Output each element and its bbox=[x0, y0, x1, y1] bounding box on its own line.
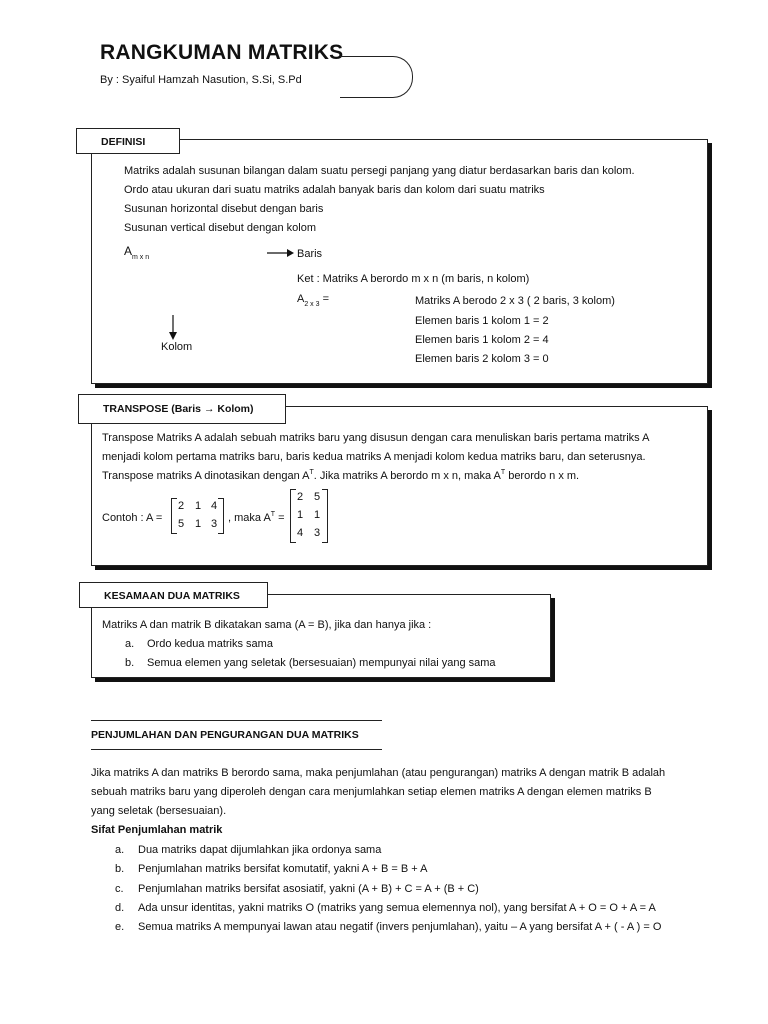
page-title: RANGKUMAN MATRIKS bbox=[100, 41, 344, 64]
matrix-a-cell: 1 bbox=[195, 500, 202, 512]
kesamaan-item-marker: b. bbox=[125, 657, 135, 669]
sifat-text: Penjumlahan matriks bersifat komutatif, yakni A + B = B + A bbox=[138, 863, 428, 875]
transpose-line-1: Transpose Matriks A adalah sebuah matriks baru yang disusun dengan cara menuliskan baris pertama matriks A bbox=[102, 432, 650, 444]
sifat-marker: b. bbox=[115, 863, 125, 875]
matrix-a-cell: 3 bbox=[211, 518, 218, 530]
definisi-line-4: Susunan vertical disebut dengan kolom bbox=[124, 222, 317, 234]
matrix-at-cell: 2 bbox=[297, 491, 304, 503]
kesamaan-item-text: Semua elemen yang seletak (bersesuaian) mempunyai nilai yang sama bbox=[147, 657, 496, 669]
matrix-a-cell: 2 bbox=[178, 500, 185, 512]
baris-label: Baris bbox=[297, 248, 323, 260]
matrix-at-bracket-right bbox=[322, 489, 328, 543]
definisi-line-1: Matriks adalah susunan bilangan dalam suatu persegi panjang yang diatur berdasarkan baris dan kolom. bbox=[124, 165, 635, 177]
transpose-line-3: Transpose matriks A dinotasikan dengan $A^T$. Jika matriks A berordo m x n, maka $A^T$ berordo n x m. bbox=[102, 469, 580, 482]
matrix-a-cell: 5 bbox=[178, 518, 185, 530]
title-decoration-curve bbox=[340, 56, 413, 98]
maka-label: , maka $A^T$ = bbox=[228, 511, 285, 524]
matrix-at-cell: 4 bbox=[297, 527, 304, 539]
matrix-at-cell: 1 bbox=[314, 509, 321, 521]
sifat-text: Dua matriks dapat dijumlahkan jika ordonya sama bbox=[138, 844, 382, 856]
author-line: By : Syaiful Hamzah Nasution, S.Si, S.Pd bbox=[100, 74, 302, 86]
matrix-a-cell: 4 bbox=[211, 500, 218, 512]
transpose-box bbox=[91, 406, 708, 566]
matrix-a-bracket-left bbox=[171, 498, 177, 534]
sifat-text: Semua matriks A mempunyai lawan atau negatif (invers penjumlahan), yaitu – A yang bersifat A + ( - A ) = O bbox=[138, 921, 662, 933]
heading-rule-top bbox=[91, 720, 382, 721]
sifat-marker: a. bbox=[115, 844, 125, 856]
definisi-tag: DEFINISI bbox=[76, 128, 180, 154]
example-line-1: Matriks A berodo 2 x 3 ( 2 baris, 3 kolom) bbox=[415, 295, 615, 307]
matrix-a-cell: 1 bbox=[195, 518, 202, 530]
penjumlahan-para-1: Jika matriks A dan matriks B berordo sama, maka penjumlahan (atau pengurangan) matriks A dengan matrik B adalah bbox=[91, 767, 666, 779]
kolom-label: Kolom bbox=[161, 341, 193, 353]
matrix-at-cell: 1 bbox=[297, 509, 304, 521]
sifat-text: Penjumlahan matriks bersifat asosiatif, yakni (A + B) + C = A + (B + C) bbox=[138, 883, 479, 895]
penjumlahan-para-3: yang seletak (bersesuaian). bbox=[91, 805, 227, 817]
arrow-down-icon bbox=[167, 314, 179, 340]
contoh-label: Contoh : A = bbox=[102, 512, 163, 524]
matrix-at-cell: 3 bbox=[314, 527, 321, 539]
example-line-4: Elemen baris 2 kolom 3 = 0 bbox=[415, 353, 549, 365]
kesamaan-tag: KESAMAAN DUA MATRIKS bbox=[79, 582, 268, 608]
definisi-line-2: Ordo atau ukuran dari suatu matriks adalah banyak baris dan kolom dari suatu matriks bbox=[124, 184, 545, 196]
sifat-text: Ada unsur identitas, yakni matriks O (matriks yang semua elemennya nol), yang bersifat A + O = O + A = A bbox=[138, 902, 656, 914]
a2x3-label: $A_{2 x 3}$ = bbox=[297, 293, 330, 308]
matrix-a-bracket-right bbox=[218, 498, 224, 534]
penjumlahan-para-2: sebuah matriks baru yang diperoleh dengan cara menjumlahkan setiap elemen matriks A dengan elemen matriks B bbox=[91, 786, 652, 798]
kesamaan-item-text: Ordo kedua matriks sama bbox=[147, 638, 273, 650]
sifat-marker: c. bbox=[115, 883, 124, 895]
matrix-at-bracket-left bbox=[290, 489, 296, 543]
transpose-line-2: menjadi kolom pertama matriks baru, baris kedua matriks A menjadi kolom kedua matriks baru, dan seterusnya. bbox=[102, 451, 646, 463]
definisi-line-3: Susunan horizontal disebut dengan baris bbox=[124, 203, 324, 215]
example-line-2: Elemen baris 1 kolom 1 = 2 bbox=[415, 315, 549, 327]
arrow-right-icon bbox=[266, 247, 294, 259]
sifat-marker: e. bbox=[115, 921, 125, 933]
sifat-marker: d. bbox=[115, 902, 125, 914]
heading-rule-bottom bbox=[91, 749, 382, 750]
penjumlahan-heading: PENJUMLAHAN DAN PENGURANGAN DUA MATRIKS bbox=[91, 729, 359, 741]
ket-line: Ket : Matriks A berordo m x n (m baris, n kolom) bbox=[297, 273, 530, 285]
matrix-a-order: m x n bbox=[132, 254, 150, 261]
kesamaan-item-marker: a. bbox=[125, 638, 135, 650]
matrix-a-symbol: $A_{m x n}$ bbox=[124, 244, 150, 261]
matrix-at-cell: 5 bbox=[314, 491, 321, 503]
transpose-tag: TRANSPOSE (Baris → Kolom) bbox=[78, 394, 286, 424]
kesamaan-intro: Matriks A dan matrik B dikatakan sama (A = B), jika dan hanya jika : bbox=[102, 619, 432, 631]
example-line-3: Elemen baris 1 kolom 2 = 4 bbox=[415, 334, 549, 346]
sifat-title: Sifat Penjumlahan matrik bbox=[91, 824, 223, 836]
